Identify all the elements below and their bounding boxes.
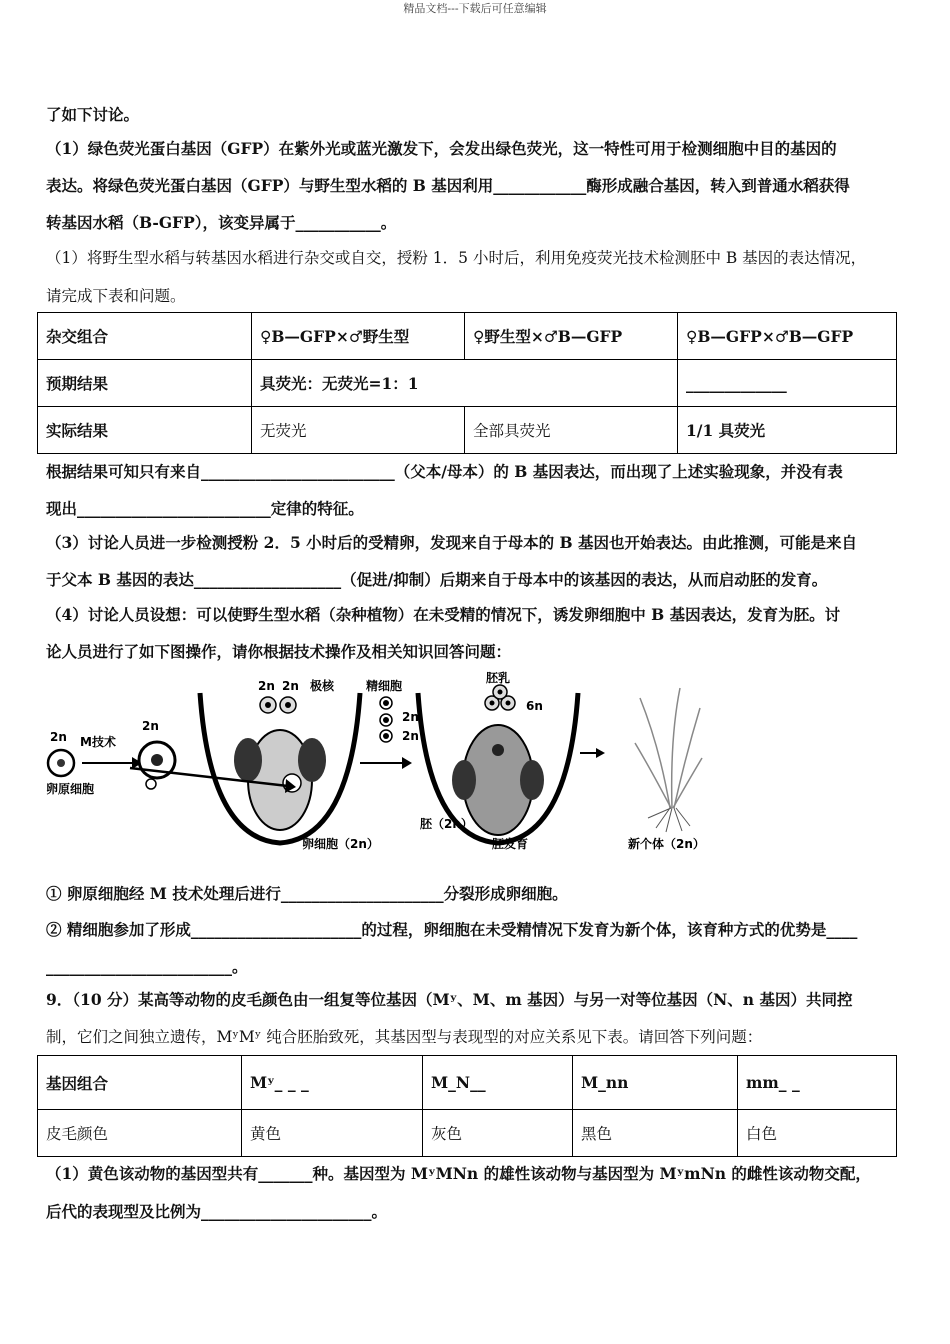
technique-diagram: [40, 668, 740, 868]
figure-label: 卵细胞（2n）: [302, 837, 379, 851]
table-cell: 黄色: [242, 1110, 423, 1157]
text-line: 了如下讨论。: [46, 105, 140, 124]
nucleus: [492, 744, 504, 756]
text-line: 现出_________________________定律的特征。: [46, 499, 364, 518]
text-line: （1）将野生型水稻与转基因水稻进行杂交或自交，授粉 1．5 小时后，利用免疫荧光技术检测胚中 B 基因的表达情况，: [46, 249, 867, 267]
figure-label: 2n: [258, 679, 275, 693]
text-line: 表达。将绿色荧光蛋白基因（GFP）与野生型水稻的 B 基因利用____________酶形成融合基因，转入到普通水稻获得: [46, 176, 850, 195]
table-cell: Mʸ_ _ _: [242, 1056, 423, 1110]
arrow-head: [596, 748, 605, 758]
text-line: 根据结果可知只有来自_________________________（父本/母本）的 B 基因表达，而出现了上述实验现象，并没有表: [46, 462, 843, 481]
figure-label: 极核: [310, 679, 335, 693]
figure-label: 胚发育: [492, 837, 529, 851]
figure-label: 2n: [282, 679, 299, 693]
text-line: 请完成下表和问题。: [46, 287, 186, 305]
figure-label: M技术: [80, 735, 116, 749]
table-cell: 预期结果: [38, 360, 252, 407]
table-cell[interactable]: _____________: [678, 360, 897, 407]
text-line: 论人员进行了如下图操作，请你根据技术操作及相关知识回答问题：: [46, 642, 512, 661]
table-cell: 基因组合: [38, 1056, 242, 1110]
text-line: （1）绿色荧光蛋白基因（GFP）在紫外光或蓝光激发下，会发出绿色荧光，这一特性可用于检测细胞中目的基因的: [46, 139, 837, 158]
text-line: ________________________。: [46, 957, 248, 976]
polar-body: [146, 779, 156, 789]
table-cell: ♀B—GFP×♂B—GFP: [678, 313, 897, 360]
table-cell: 全部具荧光: [465, 407, 678, 454]
figure-label: 胚乳: [486, 671, 511, 685]
genotype-table: [37, 1055, 897, 1157]
figure-label: 2n: [50, 730, 67, 744]
table-cell: 白色: [738, 1110, 897, 1157]
text-line: 9．（10 分）某高等动物的皮毛颜色由一组复等位基因（Mʸ、M、m 基因）与另一对等位基因（N、n 基因）共同控: [46, 990, 853, 1009]
figure-label: 胚（2n）: [420, 817, 473, 831]
table-cell: 1/1 具荧光: [678, 407, 897, 454]
table-cell: 具荧光：无荧光=1：1: [252, 360, 678, 407]
text-line: 转基因水稻（B-GFP），该变异属于___________。: [46, 213, 397, 232]
table-cell: 皮毛颜色: [38, 1110, 242, 1157]
synergid: [452, 760, 476, 800]
figure-label: 2n: [402, 729, 419, 743]
text-line: （1）黄色该动物的基因型共有_______种。基因型为 MʸMNn 的雄性该动物与基因型为 MʸmNn 的雌性该动物交配，: [46, 1164, 871, 1183]
figure-label: 卵原细胞: [46, 782, 95, 796]
synergid: [520, 760, 544, 800]
table-cell: 实际结果: [38, 407, 252, 454]
text-line: 制，它们之间独立遗传，MʸMʸ 纯合胚胎致死，其基因型与表现型的对应关系见下表。请回答下列问题：: [46, 1028, 763, 1046]
text-line: 后代的表现型及比例为______________________。: [46, 1202, 388, 1221]
text-line: ② 精细胞参加了形成______________________的过程，卵细胞在未受精情况下发育为新个体，该育种方式的优势是____: [46, 920, 858, 939]
figure-label: 2n: [402, 710, 419, 724]
figure-label: 新个体（2n）: [628, 837, 705, 851]
text-line: （3）讨论人员进一步检测授粉 2．5 小时后的受精卵，发现来自于母本的 B 基因也开始表达。由此推测，可能是来自: [46, 533, 858, 552]
table-cell: 无荧光: [252, 407, 465, 454]
table-cell: ♀野生型×♂B—GFP: [465, 313, 678, 360]
table-cell: 灰色: [423, 1110, 573, 1157]
table-cell: M_N__: [423, 1056, 573, 1110]
synergid: [298, 738, 326, 782]
nucleus: [151, 754, 163, 766]
table-cell: mm_ _: [738, 1056, 897, 1110]
text-line: ① 卵原细胞经 M 技术处理后进行_____________________分裂形成卵细胞。: [46, 884, 568, 903]
table-cell: M_nn: [573, 1056, 738, 1110]
text-line: 于父本 B 基因的表达___________________（促进/抑制）后期来自于母本中的该基因的表达，从而启动胚的发育。: [46, 570, 828, 589]
nucleus: [57, 759, 65, 767]
page-header: 精品文档---下载后可任意编辑: [403, 2, 547, 15]
text-line: （4）讨论人员设想：可以使野生型水稻（杂种植物）在未受精的情况下，诱发卵细胞中 B 基因表达，发育为胚。讨: [46, 605, 841, 624]
table-cell: ♀B—GFP×♂野生型: [252, 313, 465, 360]
hybrid-table: [37, 312, 897, 454]
synergid: [234, 738, 262, 782]
figure-label: 精细胞: [366, 679, 403, 693]
arrow-head: [402, 757, 412, 769]
rice-plant: [635, 688, 702, 832]
table-cell: 杂交组合: [38, 313, 252, 360]
figure-label: 2n: [142, 719, 159, 733]
figure-label: 6n: [526, 699, 543, 713]
table-cell: 黑色: [573, 1110, 738, 1157]
